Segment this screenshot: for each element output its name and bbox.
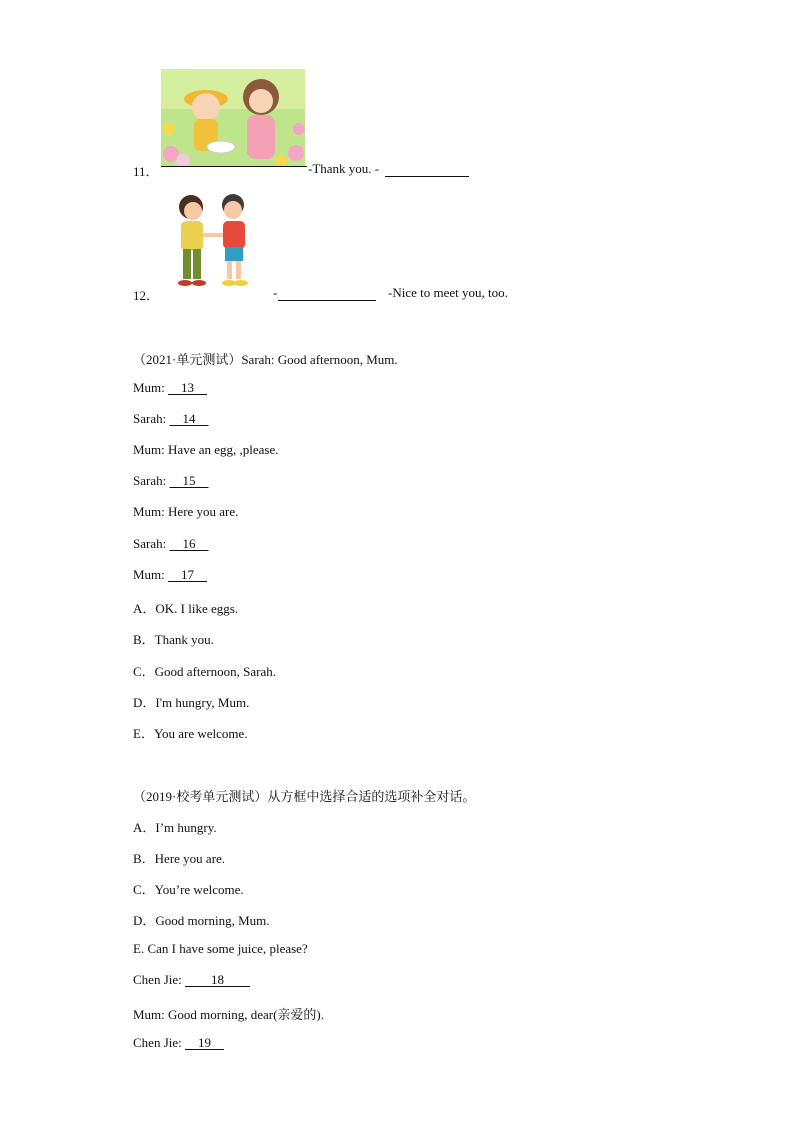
question-11-underline-after-image xyxy=(161,166,307,167)
section-1-line xyxy=(133,536,208,552)
line-speaker: Chen Jie: xyxy=(133,972,185,987)
line-speaker: Mum: Here you are. xyxy=(133,504,239,519)
option-b: B．Here you are. xyxy=(133,851,226,866)
question-12-text: -Nice to meet you, too. xyxy=(388,285,508,300)
answer-blank-17[interactable]: 17 xyxy=(181,567,195,582)
line-speaker: Mum: Have an egg, ,please. xyxy=(133,442,279,457)
option-d: D．I'm hungry, Mum. xyxy=(133,695,250,710)
section-2-line xyxy=(133,1035,224,1051)
line-speaker: Sarah: xyxy=(133,473,170,488)
line-speaker: Mum: Good morning, dear(亲爱的). xyxy=(133,1007,325,1022)
answer-blank-18[interactable]: 18 xyxy=(211,972,224,987)
option-c: C．Good afternoon, Sarah. xyxy=(133,664,276,679)
section-1-heading: （2021·单元测试）Sarah: Good afternoon, Mum. xyxy=(133,352,398,367)
option-c: C．You’re welcome. xyxy=(133,882,244,897)
question-11-text: -Thank you. - xyxy=(308,161,380,176)
question-12-number: 12． xyxy=(133,288,160,303)
answer-blank-16[interactable]: 16 xyxy=(182,536,196,551)
line-speaker: Sarah: xyxy=(133,411,170,426)
girl-and-mother-picture xyxy=(161,69,305,167)
section-1-line xyxy=(133,567,207,583)
question-12-dash: - xyxy=(273,285,278,300)
option-e: E．You are welcome. xyxy=(133,726,248,741)
section-2-heading: （2019·校考单元测试）从方框中选择合适的选项补全对话。 xyxy=(133,789,476,804)
line-speaker: Chen Jie: xyxy=(133,1035,185,1050)
answer-blank-13[interactable]: 13 xyxy=(181,380,195,395)
question-11-answer-blank[interactable] xyxy=(385,161,469,177)
answer-blank-15[interactable]: 15 xyxy=(182,473,196,488)
boys-shaking-hands-picture xyxy=(161,191,269,291)
line-speaker: Sarah: xyxy=(133,536,170,551)
answer-blank-14[interactable]: 14 xyxy=(182,411,196,426)
option-b: B．Thank you. xyxy=(133,632,214,647)
section-1-line xyxy=(133,442,278,458)
option-a: A．I’m hungry. xyxy=(133,820,217,835)
section-2-line xyxy=(133,1004,324,1023)
line-speaker: Mum: xyxy=(133,380,169,395)
option-a: A．OK. I like eggs. xyxy=(133,601,239,616)
option-e: E. Can I have some juice, please? xyxy=(133,941,308,956)
line-speaker: Mum: xyxy=(133,567,169,582)
section-2-line xyxy=(133,972,250,988)
section-1-line xyxy=(133,380,207,396)
answer-blank-19[interactable]: 19 xyxy=(198,1035,211,1050)
section-1-line xyxy=(133,411,208,427)
question-11-number: 11． xyxy=(133,164,159,179)
section-1-line xyxy=(133,504,238,520)
option-d: D．Good morning, Mum. xyxy=(133,913,270,928)
section-1-line xyxy=(133,473,208,489)
question-12-answer-blank[interactable] xyxy=(278,285,376,301)
